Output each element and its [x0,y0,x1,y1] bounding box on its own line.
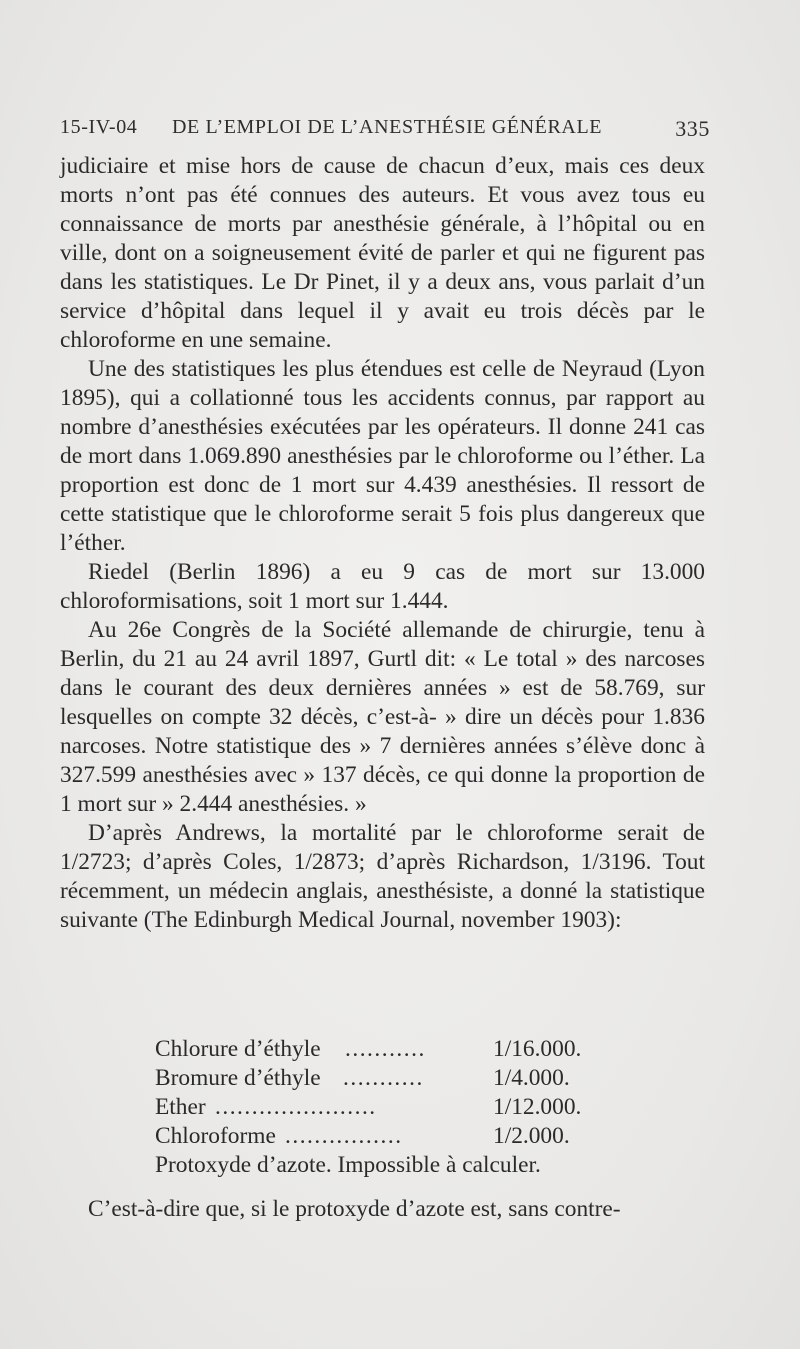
header-title: DE L’EMPLOI DE L’ANESTHÉSIE GÉNÉRALE [172,116,603,138]
header-date: 15-IV-04 [60,116,138,138]
page-number: 335 [675,116,710,141]
statistics-table [155,1035,615,1180]
paragraph-1: judiciaire et mise hors de cause de chacun d’eux, mais ces deux morts n’ont pas été connues des auteurs. Et vous avez tous eu connaissance de morts par anesthésie générale, à l’hôpital ou en ville, dont on a soigneusement évité de parler et qui ne figurent pas dans les statistiques. Le Dr Pinet, il y a deux ans, vous parlait d’un service d’hôpital dans lequel il y avait eu trois décès par le chloroforme en une semaine. [60,153,705,353]
continuation-line: C’est-à-dire que, si le protoxyde d’azote est, sans contre- [88,1196,621,1222]
stats-value: 1/4.000. [493,1065,570,1091]
stats-row [155,1122,615,1151]
stats-row [155,1064,615,1093]
running-header [60,116,710,146]
stats-leader-dots: ........... [343,1065,424,1091]
stats-row [155,1093,615,1122]
stats-row [155,1151,615,1180]
stats-leader-dots: ........... [345,1036,426,1062]
paragraph-4: Au 26e Congrès de la Société allemande de chirurgie, tenu à Berlin, du 21 au 24 avril 1897, Gurtl dit: « Le total » des narcoses dans le courant des deux dernières années » est de 58.769, sur lesquelles on compte 32 décès, c’est-à- » dire un décès pour 1.836 narcoses. Notre statistique des » 7 dernières années s’élève donc à 327.599 anesthésies avec » 137 décès, ce qui donne la proportion de 1 mort sur » 2.444 anesthésies. » [60,617,705,817]
stats-value: 1/12.000. [493,1094,582,1120]
stats-name: Ether [155,1094,206,1120]
stats-name: Bromure d’éthyle [155,1065,321,1091]
stats-leader-dots: ................ [285,1123,403,1149]
paragraph-2: Une des statistiques les plus étendues est celle de Neyraud (Lyon 1895), qui a collationné tous les accidents connus, par rapport au nombre d’anesthésies exécutées par les opérateurs. Il donne 241 cas de mort dans 1.069.890 anesthésies par le chloroforme ou l’éther. La proportion est donc de 1 mort sur 4.439 anesthésies. Il ressort de cette statistique que le chloroforme serait 5 fois plus dangereux que l’éther. [60,356,705,556]
stats-name: Chloroforme [155,1123,276,1149]
stats-row [155,1035,615,1064]
stats-value: 1/2.000. [493,1123,570,1149]
stats-leader-dots: ...................... [215,1094,377,1120]
stats-name: Chlorure d’éthyle [155,1036,321,1062]
paragraph-5: D’après Andrews, la mortalité par le chloroforme serait de 1/2723; d’après Coles, 1/2873; d’après Richardson, 1/3196. Tout récemment, un médecin anglais, anesthésiste, a donné la statistique suivante (The Edinburgh Medical Journal, november 1903): [60,820,705,933]
paragraph-3: Riedel (Berlin 1896) a eu 9 cas de mort sur 13.000 chloroformisations, soit 1 mort sur 1.444. [60,559,705,614]
stats-value: 1/16.000. [493,1036,582,1062]
body-text [60,152,705,935]
stats-note: Protoxyde d’azote. Impossible à calculer. [155,1152,541,1178]
